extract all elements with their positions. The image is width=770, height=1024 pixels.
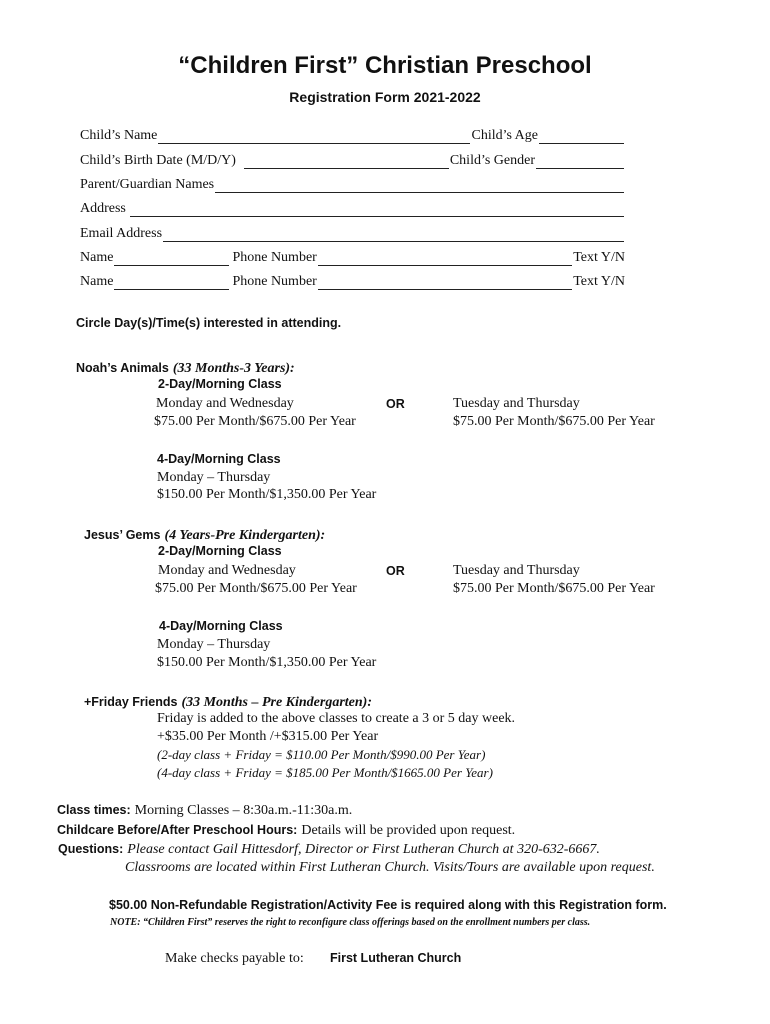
birth-date-field[interactable] — [244, 155, 449, 169]
child-age-field[interactable] — [539, 130, 624, 144]
parent-names-label: Parent/Guardian Names — [80, 177, 215, 192]
noahs-age: (33 Months-3 Years): — [172, 361, 295, 376]
child-age-label: Child’s Age — [471, 128, 538, 143]
jesus-tt-price: $75.00 Per Month/$675.00 Per Year — [453, 581, 655, 596]
noahs-four-price: $150.00 Per Month/$1,350.00 Per Year — [157, 487, 377, 502]
text-yn-label: Text Y/N — [573, 274, 625, 289]
page-title: “Children First” Christian Preschool — [178, 52, 592, 79]
address-label: Address — [80, 201, 126, 216]
jesus-two-day-title: 2-Day/Morning Class — [158, 544, 282, 558]
email-field[interactable] — [163, 228, 624, 242]
questions-value: Please contact Gail Hittesdorf, Director or First Lutheran Church at 320-632-6667. — [127, 842, 600, 857]
noahs-tt-price: $75.00 Per Month/$675.00 Per Year — [453, 414, 655, 429]
class-times-value: Morning Classes – 8:30a.m.-11:30a.m. — [134, 803, 353, 818]
child-name-label: Child’s Name — [80, 128, 158, 143]
jesus-label: Jesus’ Gems — [84, 528, 161, 542]
contact-row-2 — [80, 272, 625, 290]
email-label: Email Address — [80, 226, 163, 241]
jesus-mw-price: $75.00 Per Month/$675.00 Per Year — [155, 581, 357, 596]
friday-line-4: (4-day class + Friday = $185.00 Per Month/$1665.00 Per Year) — [157, 765, 493, 780]
form-subtitle: Registration Form 2021-2022 — [289, 89, 481, 105]
jesus-four-days[interactable]: Monday – Thursday — [157, 637, 271, 652]
jesus-mw-days[interactable]: Monday and Wednesday — [158, 563, 296, 578]
noahs-animals-heading — [76, 359, 295, 377]
email-row — [80, 224, 625, 242]
jesus-age: (4 Years-Pre Kindergarten): — [164, 528, 326, 543]
friday-line-1: Friday is added to the above classes to create a 3 or 5 day week. — [157, 711, 516, 726]
phone-label: Phone Number — [232, 274, 317, 289]
checks-payee: First Lutheran Church — [330, 951, 462, 965]
enrollment-note: NOTE: “Children First” reserves the right to reconfigure class offerings based on the enrollment numbers per class. — [110, 917, 591, 928]
noahs-tt-days[interactable]: Tuesday and Thursday — [453, 396, 580, 411]
phone-field[interactable] — [318, 276, 572, 290]
friday-line-2: +$35.00 Per Month /+$315.00 Per Year — [157, 729, 379, 744]
contact-row-1 — [80, 248, 625, 266]
child-name-row — [80, 126, 625, 144]
jesus-four-day-title: 4-Day/Morning Class — [159, 619, 283, 633]
phone-field[interactable] — [318, 252, 572, 266]
contact-name-field[interactable] — [114, 276, 229, 290]
checks-label: Make checks payable to: — [165, 951, 304, 966]
contact-name-label: Name — [80, 250, 114, 265]
gender-label: Child’s Gender — [449, 153, 535, 168]
contact-name-label: Name — [80, 274, 114, 289]
phone-label: Phone Number — [232, 250, 317, 265]
friday-line-3: (2-day class + Friday = $110.00 Per Month/$990.00 Per Year) — [157, 747, 486, 762]
jesus-gems-heading — [84, 526, 325, 544]
noahs-two-day-title: 2-Day/Morning Class — [158, 377, 282, 391]
text-yn-label: Text Y/N — [573, 250, 625, 265]
child-name-field[interactable] — [158, 130, 470, 144]
circle-instruction: Circle Day(s)/Time(s) interested in attending. — [76, 316, 342, 330]
gender-field[interactable] — [536, 155, 624, 169]
noahs-four-day-title: 4-Day/Morning Class — [157, 452, 281, 466]
address-field[interactable] — [130, 203, 624, 217]
contact-name-field[interactable] — [114, 252, 229, 266]
birth-date-label: Child’s Birth Date (M/D/Y) — [80, 153, 236, 168]
noahs-mw-price: $75.00 Per Month/$675.00 Per Year — [154, 414, 356, 429]
class-times-label: Class times: — [57, 803, 131, 817]
parent-names-field[interactable] — [215, 179, 624, 193]
jesus-tt-days[interactable]: Tuesday and Thursday — [453, 563, 580, 578]
address-row — [80, 199, 625, 217]
questions-label: Questions: — [58, 842, 124, 856]
jesus-four-price: $150.00 Per Month/$1,350.00 Per Year — [157, 655, 377, 670]
friday-age: (33 Months – Pre Kindergarten): — [181, 695, 373, 710]
childcare-label: Childcare Before/After Preschool Hours: — [57, 823, 298, 837]
friday-friends-heading — [84, 693, 372, 711]
jesus-or: OR — [386, 564, 405, 578]
friday-label: +Friday Friends — [84, 695, 178, 709]
registration-fee: $50.00 Non-Refundable Registration/Activity Fee is required along with this Registration form. — [109, 898, 667, 912]
classrooms-line: Classrooms are located within First Lutheran Church. Visits/Tours are available upon request. — [125, 860, 655, 875]
parent-names-row — [80, 175, 625, 193]
noahs-label: Noah’s Animals — [76, 361, 169, 375]
birth-date-row — [80, 151, 625, 169]
childcare-line — [57, 821, 515, 839]
childcare-value: Details will be provided upon request. — [301, 823, 516, 838]
questions-line — [58, 840, 600, 858]
noahs-four-days[interactable]: Monday – Thursday — [157, 470, 271, 485]
noahs-or: OR — [386, 397, 405, 411]
class-times-line — [57, 801, 352, 819]
noahs-mw-days[interactable]: Monday and Wednesday — [156, 396, 294, 411]
